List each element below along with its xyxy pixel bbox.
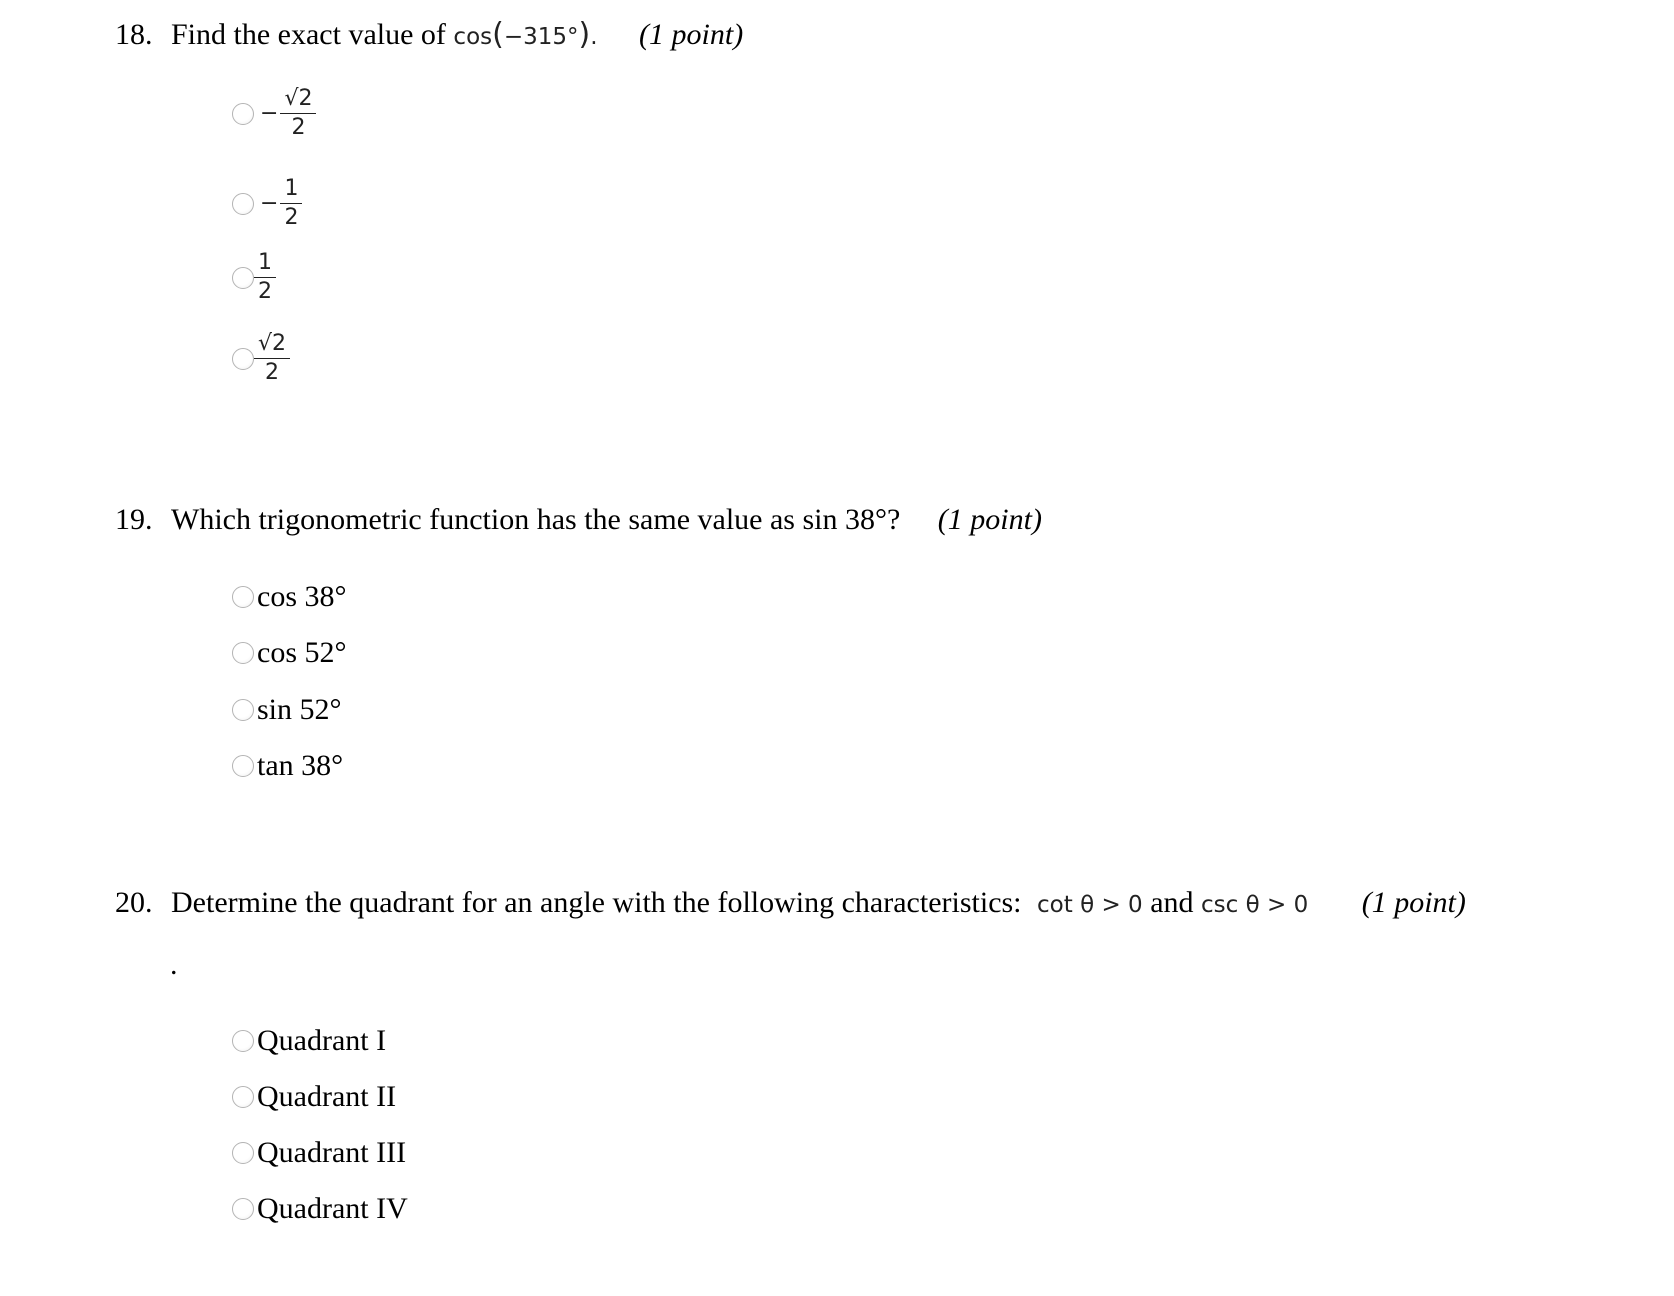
option-label: Quadrant II <box>257 1080 397 1113</box>
answer-option[interactable] <box>232 1082 396 1112</box>
period: . <box>590 24 598 50</box>
points-label: (1 point) <box>1361 886 1466 919</box>
answer-option[interactable] <box>232 178 302 229</box>
answer-option[interactable] <box>232 695 342 725</box>
option-label: cos 38° <box>257 580 347 613</box>
radio-button[interactable] <box>232 1198 254 1220</box>
fraction <box>254 252 276 303</box>
denominator: 2 <box>291 115 306 140</box>
numerator: 1 <box>258 250 272 275</box>
option-label: tan 38° <box>257 749 344 782</box>
radio-button[interactable] <box>232 267 254 289</box>
option-label: cos 52° <box>257 636 347 669</box>
option-label: Quadrant III <box>257 1136 407 1169</box>
answer-option[interactable] <box>232 582 347 612</box>
denominator: 2 <box>265 360 279 385</box>
answer-option[interactable] <box>232 88 316 139</box>
radio-button[interactable] <box>232 642 254 664</box>
question-number: 18. <box>115 18 153 51</box>
points-label: (1 point) <box>639 18 744 51</box>
question-text: Which trigonometric function has the same value as sin 38°? <box>171 503 901 536</box>
minus-sign: − <box>260 191 279 216</box>
radio-button[interactable] <box>232 1086 254 1108</box>
trailing-period: . <box>170 948 178 981</box>
fraction <box>280 178 302 229</box>
radio-button[interactable] <box>232 193 254 215</box>
answer-option[interactable] <box>232 333 290 384</box>
option-label: Quadrant I <box>257 1024 387 1057</box>
question-number: 19. <box>115 503 153 536</box>
radio-button[interactable] <box>232 699 254 721</box>
numerator: 1 <box>284 176 299 201</box>
condition-csc: csc θ > 0 <box>1201 892 1309 918</box>
answer-option[interactable] <box>232 252 276 303</box>
radio-button[interactable] <box>232 1030 254 1052</box>
math-argument: −315° <box>503 24 579 50</box>
fraction-bar <box>280 203 302 204</box>
fraction <box>254 333 290 384</box>
radio-button[interactable] <box>232 103 254 125</box>
numerator: √2 <box>284 86 313 111</box>
option-label: sin 52° <box>257 693 342 726</box>
left-paren: ( <box>492 17 504 52</box>
answer-option[interactable] <box>232 751 343 781</box>
denominator: 2 <box>258 279 272 304</box>
question-20 <box>115 888 1466 918</box>
denominator: 2 <box>284 205 299 230</box>
question-18 <box>115 17 744 52</box>
fraction-bar <box>254 277 276 278</box>
answer-option[interactable] <box>232 1194 408 1224</box>
question-text: Find the exact value of <box>171 18 446 51</box>
radio-button[interactable] <box>232 755 254 777</box>
fraction <box>280 88 316 139</box>
math-expression <box>453 17 598 52</box>
condition-cot: cot θ > 0 <box>1037 892 1143 918</box>
option-label: Quadrant IV <box>257 1192 408 1225</box>
radio-button[interactable] <box>232 586 254 608</box>
fraction-bar <box>254 358 290 359</box>
radio-button[interactable] <box>232 1142 254 1164</box>
radio-button[interactable] <box>232 348 254 370</box>
answer-option[interactable] <box>232 638 347 668</box>
answer-option[interactable] <box>232 1138 406 1168</box>
conjunction: and <box>1150 886 1194 919</box>
question-number: 20. <box>115 886 153 919</box>
right-paren: ) <box>578 17 591 52</box>
math-function: cos <box>453 24 493 50</box>
minus-sign: − <box>260 101 279 126</box>
points-label: (1 point) <box>937 503 1042 536</box>
answer-option[interactable] <box>232 1026 386 1056</box>
question-text: Determine the quadrant for an angle with the following characteristics: <box>171 886 1022 919</box>
question-19 <box>115 505 1042 535</box>
fraction-bar <box>280 113 316 114</box>
numerator: √2 <box>258 331 287 356</box>
